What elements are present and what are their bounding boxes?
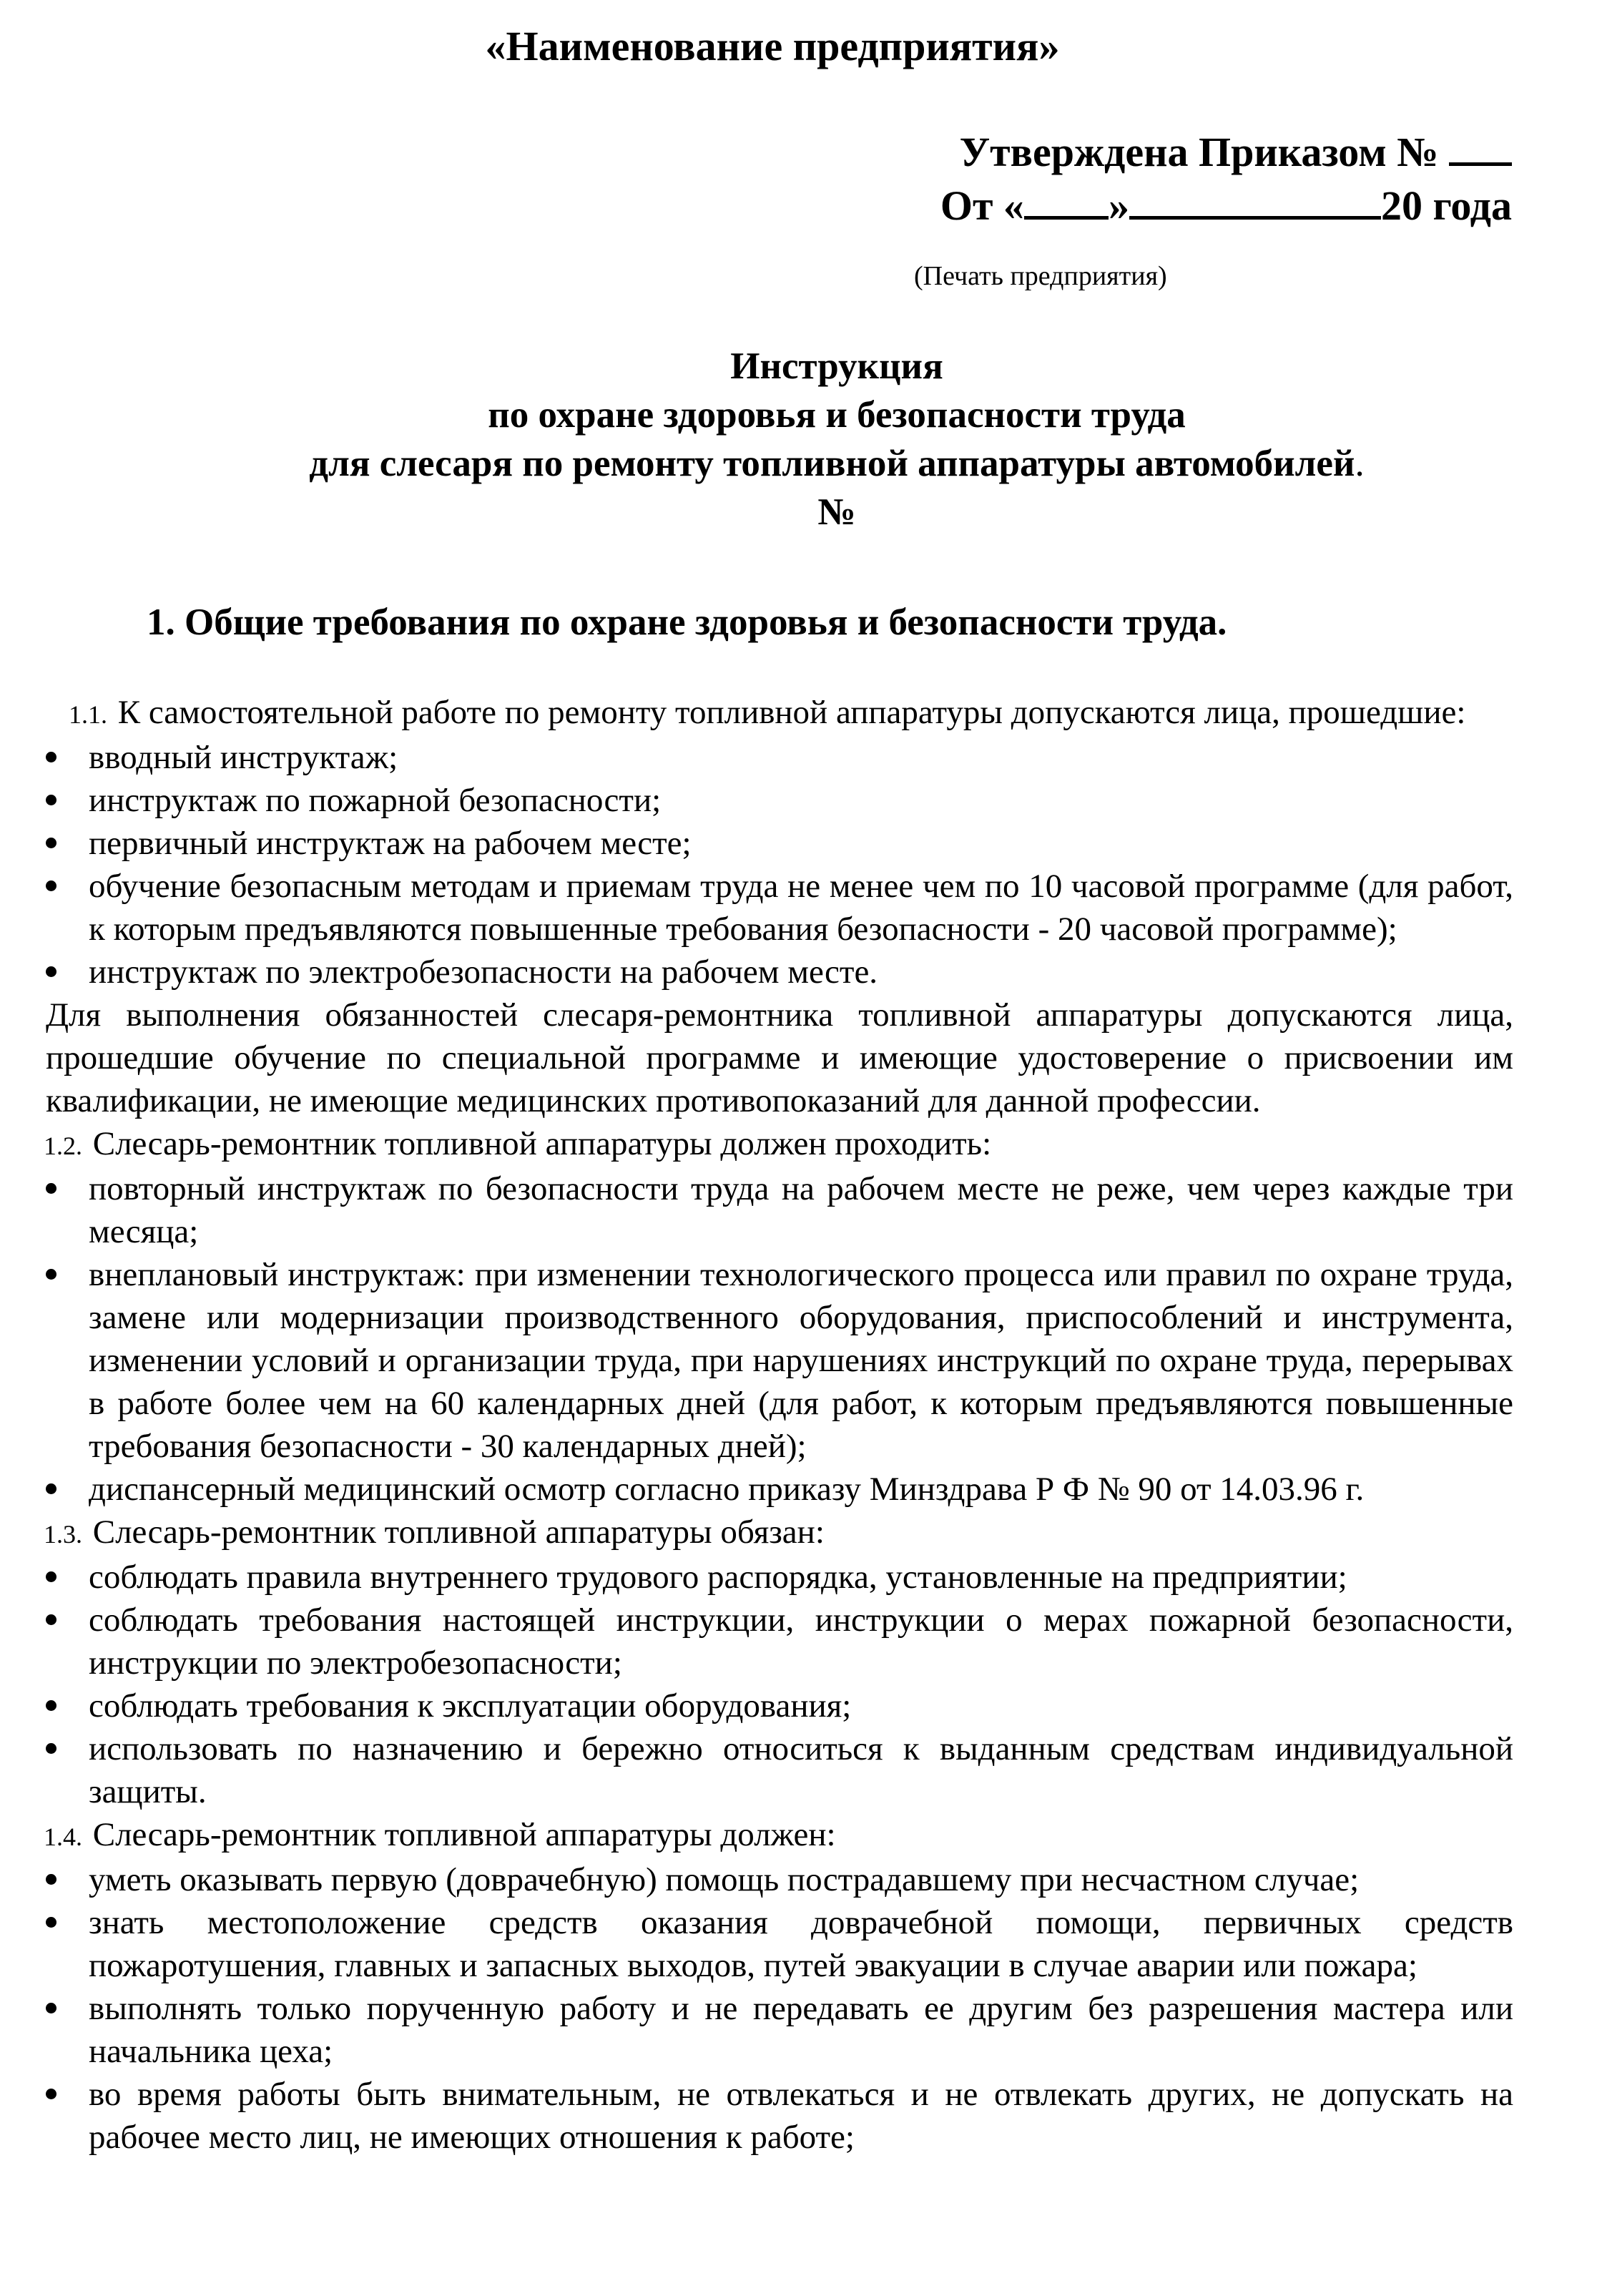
bullet-icon — [46, 880, 56, 891]
bullet-icon — [46, 1700, 56, 1711]
list-item-text: соблюдать требования настоящей инструкции, инструкции о мерах пожарной безопасности, инструкции по электробезопасности; — [89, 1601, 1513, 1682]
paragraph-1-1-note: Для выполнения обязанностей слесаря-ремонтника топливной аппаратуры допускаются лица, прошедшие обучение по специальной программе и имеющие удостоверение о присвоении им квалификации, не имеющие медицинских противопоказаний для данной профессии. — [46, 996, 1513, 1119]
bullet-icon — [46, 2089, 56, 2099]
list-item-text: во время работы быть внимательным, не отвлекаться и не отвлекать других, не допускать на рабочее место лиц, не имеющих отношения к работе; — [89, 2076, 1513, 2156]
list-item-text: вводный инструктаж; — [89, 739, 398, 776]
list-item-text: обучение безопасным методам и приемам труда не менее чем по 10 часовой программе (для работ, к которым предъявляются повышенные требования безопасности - 20 часовой программе); — [89, 868, 1513, 948]
order-number-blank — [1449, 125, 1512, 166]
list-item — [46, 1599, 1513, 1684]
month-blank — [1129, 179, 1381, 220]
list-item — [46, 1253, 1513, 1468]
list-item-text: соблюдать требования к эксплуатации оборудования; — [89, 1687, 852, 1725]
paragraph-1-1 — [46, 691, 1513, 736]
bullet-icon — [46, 752, 56, 762]
list-item-text: повторный инструктаж по безопасности труда на рабочем месте не реже, чем через каждые три месяца; — [89, 1170, 1513, 1250]
bullet-icon — [46, 1483, 56, 1494]
title-line-1: Инструкция — [730, 345, 943, 387]
list-item-text: уметь оказывать первую (доврачебную) помощь пострадавшему при несчастном случае; — [89, 1861, 1360, 1898]
paragraph-text: Слесарь-ремонтник топливной аппаратуры обязан: — [92, 1514, 825, 1551]
paragraph-number: 1.4. — [44, 1822, 82, 1851]
bullet-icon — [46, 966, 56, 977]
list-item-text: соблюдать правила внутреннего трудового распорядка, установленные на предприятии; — [89, 1559, 1347, 1596]
paragraph-number: 1.3. — [44, 1520, 82, 1549]
document-title — [0, 342, 1602, 536]
bullet-icon — [46, 795, 56, 805]
list-item — [46, 1167, 1513, 1253]
paragraph-1-4 — [46, 1813, 1513, 1858]
list-item — [46, 1684, 1513, 1727]
title-line-3 — [0, 439, 1602, 488]
paragraph-number: 1.2. — [44, 1132, 82, 1160]
document-body — [46, 691, 1513, 2159]
list-item-text: знать местоположение средств оказания доврачебной помощи, первичных средств пожаротушения, главных и запасных выходов, путей эвакуации в случае аварии или пожара; — [89, 1904, 1513, 1984]
bullet-icon — [46, 1183, 56, 1194]
date-prefix: От « — [940, 182, 1024, 229]
bullet-icon — [46, 838, 56, 848]
paragraph-number: 1.1. — [69, 700, 107, 729]
approval-order-label: Утверждена Приказом № — [959, 129, 1439, 175]
list-item — [46, 736, 1513, 779]
seal-note: (Печать предприятия) — [914, 261, 1167, 291]
title-line-2: по охране здоровья и безопасности труда — [488, 394, 1186, 436]
list-item — [46, 951, 1513, 994]
organization-name: «Наименование предприятия» — [485, 23, 1060, 69]
date-mid: » — [1108, 182, 1129, 229]
bullet-icon — [46, 1917, 56, 1928]
list-item-text: инструктаж по электробезопасности на рабочем месте. — [89, 953, 878, 991]
paragraph-text: Слесарь-ремонтник топливной аппаратуры должен проходить: — [92, 1125, 992, 1162]
list-item — [46, 2073, 1513, 2159]
approval-order-line — [940, 125, 1512, 179]
list-item-text: использовать по назначению и бережно относиться к выданным средствам индивидуальной защиты. — [89, 1730, 1513, 1810]
bullet-icon — [46, 1743, 56, 1754]
list-item — [46, 1987, 1513, 2073]
day-blank — [1024, 179, 1109, 220]
list-item-text: внеплановый инструктаж: при изменении технологического процесса или правил по охране труда, замене или модернизации производственного оборудования, приспособлений и инструмента, изменении условий и организации труда, при нарушениях инструкций по охране труда, перерывах в работе более чем на 60 календарных дней (для работ, к которым предъявляются повышенные требования безопасности - 30 календарных дней); — [89, 1256, 1513, 1465]
list-item-text: инструктаж по пожарной безопасности; — [89, 782, 662, 819]
list-item — [46, 1468, 1513, 1511]
list-item — [46, 822, 1513, 865]
list-item — [46, 1727, 1513, 1813]
title-line-3-text: для слесаря по ремонту топливной аппаратуры автомобилей — [309, 443, 1355, 484]
bullet-icon — [46, 1874, 56, 1885]
list-item — [46, 779, 1513, 822]
paragraph-1-3 — [46, 1511, 1513, 1556]
title-number-sign: № — [817, 491, 856, 533]
list-item — [46, 865, 1513, 951]
list-item — [46, 1556, 1513, 1599]
bullet-icon — [46, 2003, 56, 2013]
paragraph-text: Слесарь-ремонтник топливной аппаратуры должен: — [92, 1816, 836, 1853]
approval-date-line — [940, 179, 1512, 232]
paragraph-1-2 — [46, 1122, 1513, 1167]
section-1-heading: 1. Общие требования по охране здоровья и безопасности труда. — [147, 602, 1227, 643]
bullet-icon — [46, 1614, 56, 1625]
approval-block — [940, 125, 1512, 232]
list-item — [46, 1901, 1513, 1987]
paragraph-text: К самостоятельной работе по ремонту топливной аппаратуры допускаются лица, прошедшие: — [117, 694, 1466, 731]
date-year: 20 года — [1380, 182, 1512, 229]
title-line-3-period: . — [1355, 443, 1365, 484]
bullet-icon — [46, 1571, 56, 1582]
list-item-text: диспансерный медицинский осмотр согласно приказу Минздрава Р Ф № 90 от 14.03.96 г. — [89, 1471, 1365, 1508]
list-item-text: выполнять только порученную работу и не передавать ее другим без разрешения мастера или начальника цеха; — [89, 1990, 1513, 2070]
bullet-icon — [46, 1269, 56, 1280]
list-item-text: первичный инструктаж на рабочем месте; — [89, 825, 692, 862]
list-item — [46, 1858, 1513, 1901]
